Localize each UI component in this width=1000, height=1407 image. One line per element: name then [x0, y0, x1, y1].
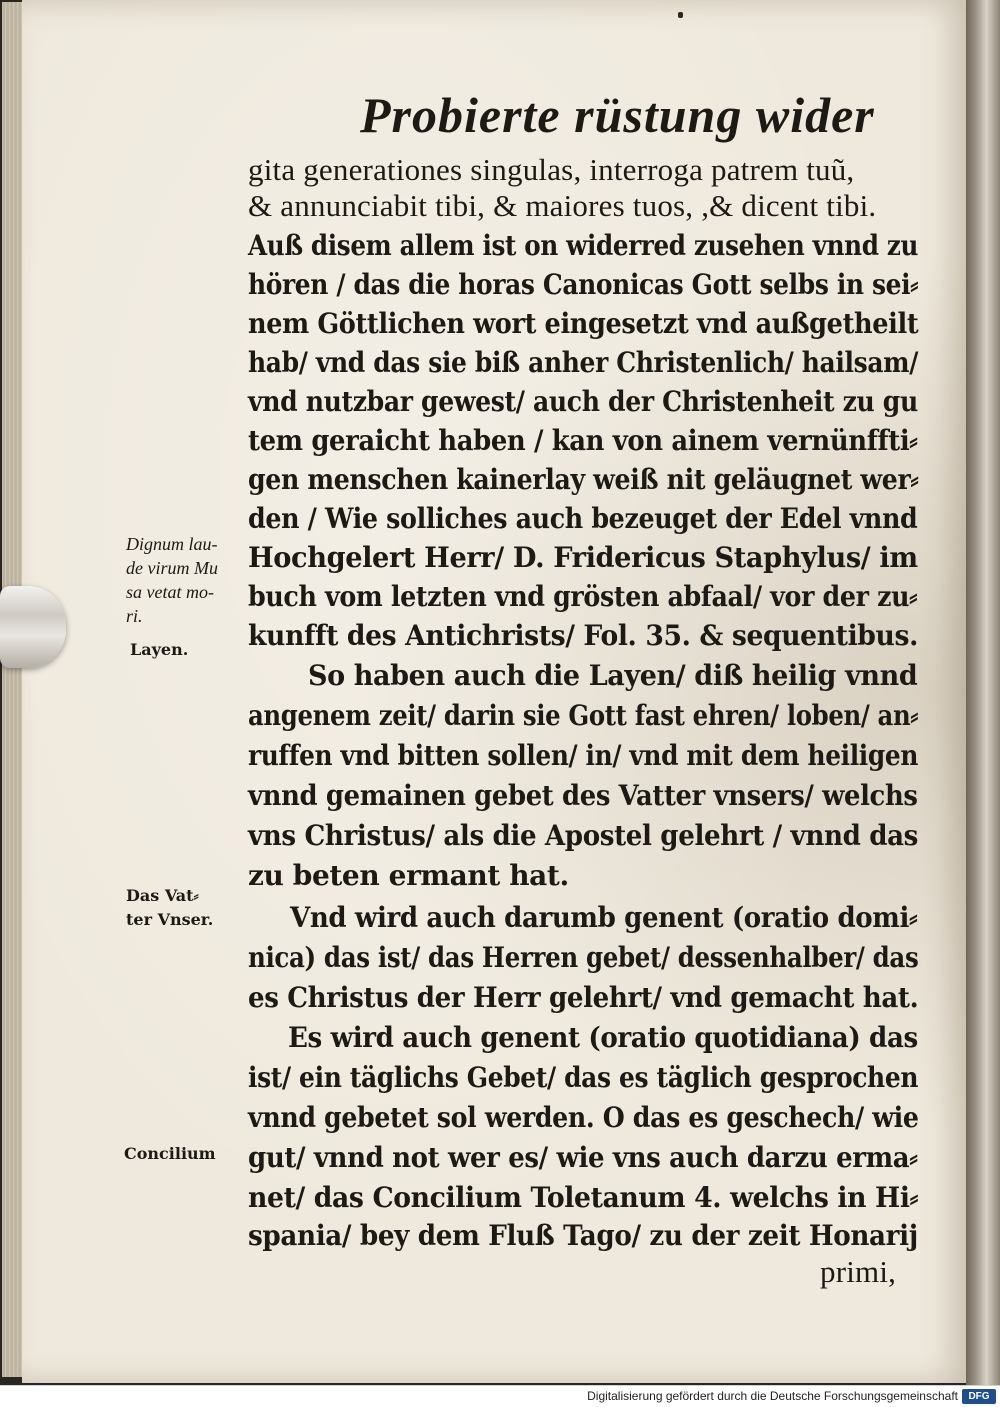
body-line: zu beten ermant hat. [248, 859, 569, 892]
margin-note-dignum [126, 532, 218, 628]
body-line: vnnd gebetet sol werden. O das es geschech/ wie [248, 1101, 919, 1134]
body-line: tem geraicht haben / kan von ainem vernünffti⸗ [248, 424, 918, 457]
body-line: nica) das ist/ das Herren gebet/ dessenhalber/ das [248, 941, 919, 974]
body-line: hören / das die horas Canonicas Gott selbs in sei⸗ [248, 268, 919, 301]
margin-note-layen [130, 638, 188, 662]
margin-note-line: de virum Mu [126, 558, 218, 578]
body-line: vns Christus/ als die Apostel gelehrt / vnnd das [248, 819, 919, 852]
body-line: ist/ ein täglichs Gebet/ das es täglich gesprochen [248, 1061, 919, 1094]
body-line: hab/ vnd das sie biß anher Christenlich/ hailsam/ [248, 346, 918, 379]
body-line: angenem zeit/ darin sie Gott fast ehren/ loben/ an⸗ [248, 699, 919, 732]
margin-note-line: Dignum lau- [126, 534, 218, 554]
margin-note-line: sa vetat mo- [126, 582, 214, 602]
body-line: Vnd wird auch darumb genent (oratio domi⸗ [290, 901, 918, 934]
body-line: Es wird auch genent (oratio quotidiana) das [288, 1021, 918, 1054]
body-line: ruffen vnd bitten sollen/ in/ vnd mit dem heiligen [248, 739, 919, 772]
margin-note-line: Concilium [124, 1144, 216, 1163]
body-line: net/ das Concilium Toletanum 4. welchs in Hi⸗ [248, 1181, 919, 1214]
margin-note-line: Layen. [130, 640, 189, 659]
body-line: So haben auch die Layen/ diß heilig vnnd [308, 659, 918, 692]
margin-note-line: Das Vat⸗ [126, 886, 199, 905]
body-line: Auß disem allem ist on widerred zusehen vnnd zu [248, 229, 919, 262]
body-line: Hochgelert Herr/ D. Fridericus Staphylus/ im [248, 541, 918, 574]
body-line: buch vom letzten vnd grösten abfaal/ vor der zu⸗ [248, 580, 918, 613]
dfg-logo: DFG [962, 1389, 996, 1404]
margin-note-line: ri. [126, 606, 143, 626]
body-line: gen menschen kainerlay weiß nit geläugnet wer⸗ [248, 463, 919, 496]
book-gutter [966, 0, 1000, 1385]
body-line: es Christus der Herr gelehrt/ vnd gemacht hat. [248, 981, 919, 1014]
body-line: nem Göttlichen wort eingesetzt vnd außgetheilt [248, 307, 919, 340]
body-line: vnnd gemainen gebet des Vatter vnsers/ welchs [248, 779, 918, 812]
body-line: gita generationes singulas, interroga patrem tuũ, [248, 152, 855, 187]
margin-note-vatter-unser [126, 884, 213, 932]
margin-note-concilium [124, 1142, 216, 1166]
body-line: & annunciabit tibi, & maiores tuos, ,& dicent tibi. [248, 188, 877, 223]
body-line: kunfft des Antichrists/ Fol. 35. & sequentibus. [248, 619, 918, 652]
ink-mark [678, 12, 683, 18]
running-head: Probierte rüstung wider [360, 87, 875, 143]
funding-credit: Digitalisierung gefördert durch die Deutsche Forschungsgemeinschaft [587, 1389, 958, 1403]
body-line: vnd nutzbar gewest/ auch der Christenheit zu gu [248, 385, 918, 418]
margin-note-line: ter Vnser. [126, 910, 214, 929]
body-line: den / Wie solliches auch bezeuget der Edel vnnd [248, 502, 918, 535]
body-line: primi, [820, 1254, 897, 1289]
body-line: gut/ vnnd not wer es/ wie vns auch darzu erma⸗ [248, 1141, 918, 1174]
footer-bar [0, 1385, 1000, 1407]
body-line: spania/ bey dem Fluß Tago/ zu der zeit Honarij [248, 1219, 918, 1252]
